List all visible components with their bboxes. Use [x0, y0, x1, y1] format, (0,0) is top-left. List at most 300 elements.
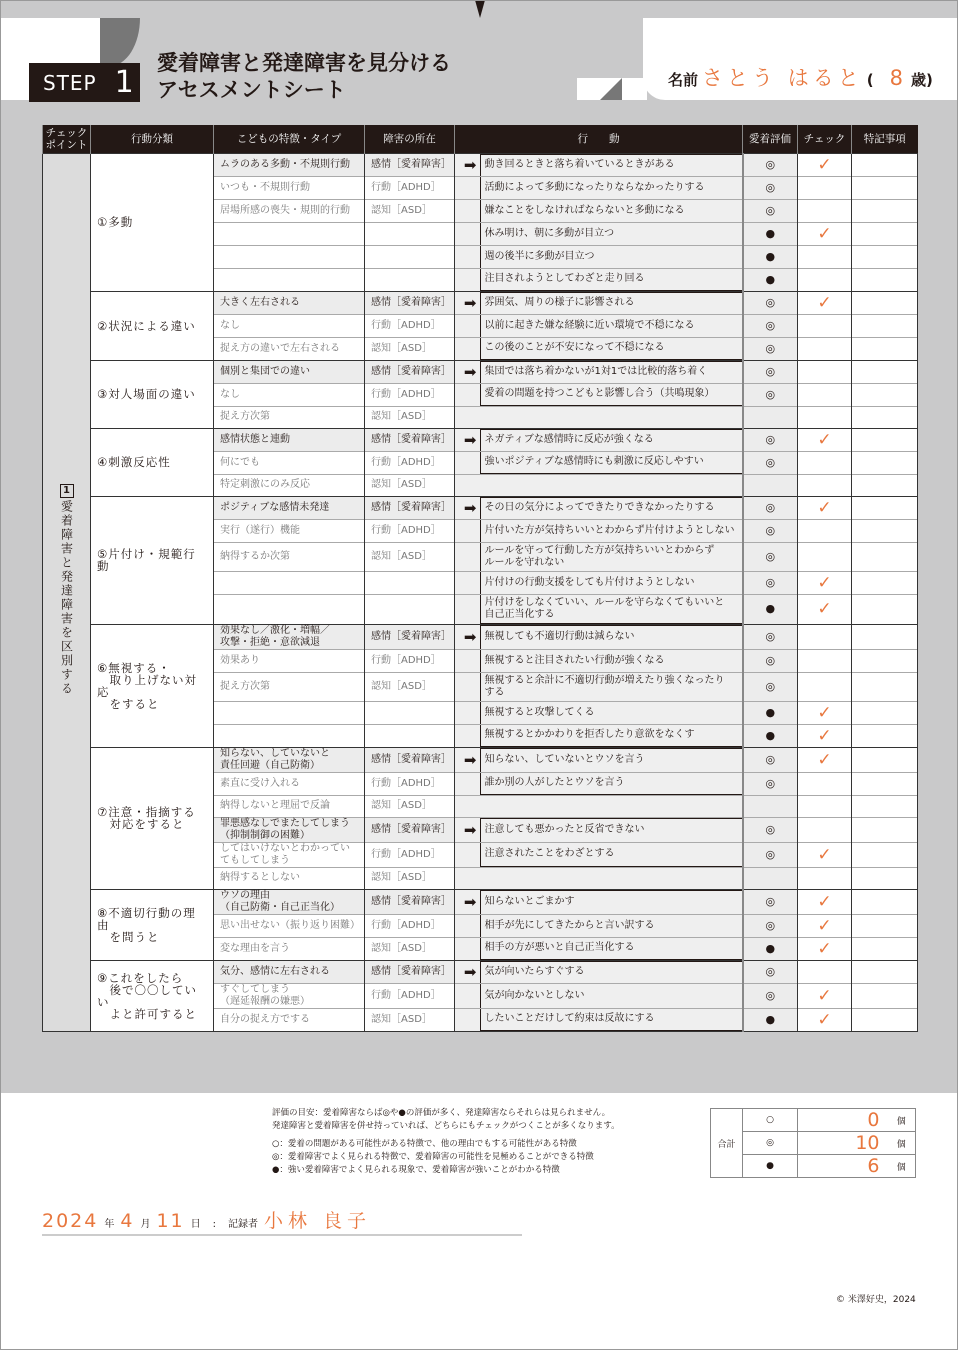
- attachment-evaluation: ◎: [743, 428, 798, 451]
- action-cell: [477, 571, 743, 594]
- attachment-evaluation: ◎: [743, 519, 798, 542]
- action-cell: [477, 314, 743, 337]
- notes-cell[interactable]: [852, 176, 918, 199]
- totals-count[interactable]: 6: [867, 1155, 880, 1177]
- legend-item-double-circle: ◎：愛着障害でよく見られる特徴で、愛着障害の可能性を見極めることができる特徴: [272, 1152, 594, 1162]
- action-cell: [477, 222, 743, 245]
- check-cell[interactable]: [798, 451, 852, 474]
- action-cell: [477, 649, 743, 672]
- check-cell[interactable]: [798, 795, 852, 817]
- action-text: 片付けをしなくていい、ルールを守らなくてもいいと 自己正当化する: [480, 595, 742, 624]
- arrow-cell: [455, 406, 477, 428]
- check-cell[interactable]: [798, 983, 852, 1008]
- notes-cell[interactable]: [852, 245, 918, 268]
- arrow-cell: [455, 724, 477, 747]
- notes-cell[interactable]: [852, 795, 918, 817]
- action-text: 集団では落ち着かないが1対1では比較的落ち着く: [480, 361, 742, 383]
- attachment-evaluation: ◎: [743, 291, 798, 314]
- attachment-evaluation: ◎: [743, 383, 798, 406]
- action-text: 誰か別の人がしたとウソを言う: [480, 773, 742, 795]
- record-month[interactable]: 4: [120, 1210, 135, 1232]
- arrow-cell: [455, 795, 477, 817]
- notes-cell[interactable]: [852, 199, 918, 222]
- attachment-evaluation: ◎: [743, 176, 798, 199]
- checkmark-icon: ✓: [817, 1009, 832, 1030]
- arrow-cell: [455, 1008, 477, 1031]
- totals-symbol: ○: [743, 1109, 798, 1132]
- disorder-location: 感情［愛着障害］: [365, 960, 455, 983]
- disorder-location: 認知［ASD］: [365, 199, 455, 222]
- attachment-evaluation: ◎: [743, 360, 798, 383]
- child-feature: すぐしてしまう （遅延報酬の嫌悪）: [214, 983, 365, 1008]
- check-cell[interactable]: [798, 222, 852, 245]
- behavior-category: ⑨これをしたら 後で〇〇していい よと許可すると: [91, 960, 214, 1031]
- check-cell[interactable]: [798, 1008, 852, 1031]
- disorder-location: 感情［愛着障害］: [365, 496, 455, 519]
- attachment-evaluation: [743, 474, 798, 496]
- notes-cell[interactable]: [852, 153, 918, 176]
- action-text: 無視しても不適切行動は減らない: [480, 625, 742, 649]
- notes-cell[interactable]: [852, 983, 918, 1008]
- arrow-cell: [455, 672, 477, 701]
- check-cell[interactable]: [798, 747, 852, 772]
- child-feature: なし: [214, 314, 365, 337]
- child-feature: してはいけないとわかってい てもしてしまう: [214, 842, 365, 867]
- disorder-location: 感情［愛着障害］: [365, 747, 455, 772]
- step-badge: [29, 63, 140, 102]
- arrow-right-icon: ➡: [463, 627, 477, 646]
- notes-cell[interactable]: [852, 337, 918, 360]
- notes-cell[interactable]: [852, 772, 918, 795]
- disorder-location: 行動［ADHD］: [365, 772, 455, 795]
- arrow-cell: [455, 889, 477, 914]
- check-cell[interactable]: [798, 914, 852, 937]
- legend-line-1: 評価の目安：愛着障害ならば◎や●の評価が多く、発達障害ならそれらは見られません。: [272, 1108, 611, 1118]
- notes-cell[interactable]: [852, 867, 918, 889]
- checkmark-icon: ✓: [817, 497, 832, 518]
- action-cell: [477, 291, 743, 314]
- notes-cell[interactable]: [852, 428, 918, 451]
- notes-cell[interactable]: [852, 360, 918, 383]
- arrow-cell: [455, 451, 477, 474]
- record-line: [42, 1206, 522, 1236]
- notes-cell[interactable]: [852, 222, 918, 245]
- child-feature: 納得するか次第: [214, 542, 365, 571]
- notes-cell[interactable]: [852, 649, 918, 672]
- disorder-location: 行動［ADHD］: [365, 176, 455, 199]
- notes-cell[interactable]: [852, 571, 918, 594]
- check-cell[interactable]: [798, 176, 852, 199]
- child-feature: [214, 222, 365, 245]
- check-cell[interactable]: [798, 817, 852, 842]
- notes-cell[interactable]: [852, 268, 918, 291]
- totals-table: [710, 1108, 916, 1178]
- check-cell[interactable]: [798, 474, 852, 496]
- child-feature: 効果なし／激化・増幅／ 攻撃・拒絶・意欲減退: [214, 624, 365, 649]
- action-cell: [477, 383, 743, 406]
- child-feature: 居場所感の喪失・規則的行動: [214, 199, 365, 222]
- check-cell[interactable]: [798, 360, 852, 383]
- arrow-cell: [455, 772, 477, 795]
- totals-unit: 個: [888, 1155, 916, 1178]
- child-feature: ムラのある多動・不規則行動: [214, 153, 365, 176]
- attachment-evaluation: ◎: [743, 496, 798, 519]
- notes-cell[interactable]: [852, 406, 918, 428]
- disorder-location: 感情［愛着障害］: [365, 428, 455, 451]
- disorder-location: [365, 594, 455, 624]
- action-text: 活動によって多動になったりならなかったりする: [480, 177, 742, 199]
- recorder-name[interactable]: 小林 良子: [264, 1210, 372, 1232]
- check-cell[interactable]: [798, 937, 852, 960]
- disorder-location: 認知［ASD］: [365, 337, 455, 360]
- check-cell[interactable]: [798, 199, 852, 222]
- attachment-evaluation: ●: [743, 222, 798, 245]
- notes-cell[interactable]: [852, 842, 918, 867]
- name-field[interactable]: [668, 62, 933, 92]
- child-feature: 個別と集団での違い: [214, 360, 365, 383]
- totals-count[interactable]: 0: [867, 1109, 880, 1131]
- disorder-location: 認知［ASD］: [365, 795, 455, 817]
- attachment-evaluation: ◎: [743, 199, 798, 222]
- column-header: 行動分類: [91, 125, 214, 153]
- month-label: 月: [140, 1219, 151, 1230]
- check-cell[interactable]: [798, 724, 852, 747]
- action-cell: [477, 542, 743, 571]
- action-text: 片付けの行動支援をしても片付けようとしない: [480, 572, 742, 594]
- check-cell[interactable]: [798, 571, 852, 594]
- action-text: ネガティブな感情時に反応が強くなる: [480, 429, 742, 451]
- table-row: [43, 291, 918, 314]
- action-text: 知らない、していないとウソを言う: [480, 748, 742, 772]
- check-cell[interactable]: [798, 542, 852, 571]
- notes-cell[interactable]: [852, 1008, 918, 1031]
- check-cell[interactable]: [798, 314, 852, 337]
- notes-cell[interactable]: [852, 314, 918, 337]
- arrow-right-icon: ➡: [463, 498, 477, 517]
- arrow-cell: [455, 914, 477, 937]
- record-year[interactable]: 2024: [42, 1210, 99, 1232]
- child-feature: なし: [214, 383, 365, 406]
- totals-unit: 個: [888, 1132, 916, 1155]
- disorder-location: 感情［愛着障害］: [365, 153, 455, 176]
- decorative-triangle: [600, 78, 622, 100]
- evaluation-legend: [272, 1107, 620, 1177]
- action-text: この後のことが不安になって不穏になる: [480, 338, 742, 360]
- action-cell: [477, 245, 743, 268]
- table-row: [43, 960, 918, 983]
- arrow-cell: [455, 291, 477, 314]
- check-cell[interactable]: [798, 842, 852, 867]
- action-text: 無視すると余計に不適切行動が増えたり強くなったり する: [480, 673, 742, 701]
- arrow-cell: [455, 519, 477, 542]
- check-cell[interactable]: [798, 291, 852, 314]
- behavior-category: ⑥無視する・ 取り上げない対応 をすると: [91, 624, 214, 747]
- attachment-evaluation: ●: [743, 701, 798, 724]
- disorder-location: 認知［ASD］: [365, 672, 455, 701]
- check-cell[interactable]: [798, 594, 852, 624]
- child-feature: 気分、感情に左右される: [214, 960, 365, 983]
- child-feature: 捉え方の違いで左右される: [214, 337, 365, 360]
- child-feature: 実行（遂行）機能: [214, 519, 365, 542]
- notes-cell[interactable]: [852, 672, 918, 701]
- check-cell[interactable]: [798, 337, 852, 360]
- arrow-cell: [455, 594, 477, 624]
- check-cell[interactable]: [798, 772, 852, 795]
- child-feature: [214, 701, 365, 724]
- checkmark-icon: ✓: [817, 292, 832, 313]
- check-cell[interactable]: [798, 153, 852, 176]
- action-text: 動き回るときと落ち着いているときがある: [480, 154, 742, 176]
- notes-cell[interactable]: [852, 542, 918, 571]
- child-feature: 特定刺激にのみ反応: [214, 474, 365, 496]
- action-cell: [477, 474, 743, 496]
- checkmark-icon: ✓: [817, 599, 832, 619]
- action-cell: [477, 817, 743, 842]
- check-cell[interactable]: [798, 701, 852, 724]
- column-header: 特記事項: [852, 125, 918, 153]
- action-cell: [477, 337, 743, 360]
- check-cell[interactable]: [798, 867, 852, 889]
- assessment-table: [42, 125, 918, 1032]
- check-cell[interactable]: [798, 649, 852, 672]
- notes-cell[interactable]: [852, 383, 918, 406]
- table-row: [43, 496, 918, 519]
- action-text: その日の気分によってできたりできなかったりする: [480, 497, 742, 519]
- check-cell[interactable]: [798, 245, 852, 268]
- action-text: 気が向かないとしない: [480, 984, 742, 1008]
- arrow-cell: [455, 983, 477, 1008]
- check-cell[interactable]: [798, 519, 852, 542]
- notes-cell[interactable]: [852, 889, 918, 914]
- arrow-cell: [455, 474, 477, 496]
- check-cell[interactable]: [798, 406, 852, 428]
- arrow-cell: [455, 199, 477, 222]
- arrow-cell: [455, 428, 477, 451]
- disorder-location: [365, 724, 455, 747]
- arrow-right-icon: ➡: [463, 155, 477, 174]
- notes-cell[interactable]: [852, 747, 918, 772]
- notes-cell[interactable]: [852, 594, 918, 624]
- action-text: 片付いた方が気持ちいいとわからず片付けようとしない: [480, 520, 742, 542]
- check-cell[interactable]: [798, 496, 852, 519]
- attachment-evaluation: [743, 795, 798, 817]
- check-cell[interactable]: [798, 428, 852, 451]
- column-header: こどもの特徴・タイプ: [214, 125, 365, 153]
- notes-cell[interactable]: [852, 624, 918, 649]
- action-text: 注目されようとしてわざと走り回る: [480, 269, 742, 291]
- check-cell[interactable]: [798, 960, 852, 983]
- action-cell: [477, 199, 743, 222]
- check-cell[interactable]: [798, 383, 852, 406]
- arrow-cell: [455, 624, 477, 649]
- arrow-cell: [455, 245, 477, 268]
- action-text: 無視すると攻撃してくる: [480, 702, 742, 724]
- attachment-evaluation: ●: [743, 245, 798, 268]
- notes-cell[interactable]: [852, 724, 918, 747]
- child-feature: 自分の捉え方でする: [214, 1008, 365, 1031]
- legend-item-filled-circle: ●：強い愛着障害でよく見られる現象で、愛着障害が強いことがわかる特徴: [272, 1165, 560, 1175]
- action-cell: [477, 176, 743, 199]
- disorder-location: 行動［ADHD］: [365, 519, 455, 542]
- attachment-evaluation: ◎: [743, 889, 798, 914]
- day-label: 日: [190, 1219, 201, 1230]
- action-cell: [477, 428, 743, 451]
- arrow-cell: [455, 360, 477, 383]
- column-header: 障害の所在: [365, 125, 455, 153]
- check-cell[interactable]: [798, 889, 852, 914]
- checkmark-icon: ✓: [817, 844, 832, 865]
- child-feature: 大きく左右される: [214, 291, 365, 314]
- age-value[interactable]: 8: [889, 66, 907, 90]
- arrow-cell: [455, 571, 477, 594]
- arrow-right-icon: ➡: [463, 962, 477, 981]
- disorder-location: 行動［ADHD］: [365, 383, 455, 406]
- age-open: (: [866, 71, 874, 89]
- disorder-location: 認知［ASD］: [365, 474, 455, 496]
- arrow-cell: [455, 867, 477, 889]
- checkmark-icon: ✓: [817, 154, 832, 175]
- checkmark-icon: ✓: [817, 223, 832, 244]
- disorder-location: [365, 701, 455, 724]
- child-feature: 捉え方次第: [214, 406, 365, 428]
- checkmark-icon: ✓: [817, 749, 832, 770]
- title-line-1: 愛着障害と発達障害を見分ける: [157, 51, 451, 75]
- action-cell: [477, 747, 743, 772]
- notes-cell[interactable]: [852, 474, 918, 496]
- action-cell: [477, 1008, 743, 1031]
- attachment-evaluation: ◎: [743, 817, 798, 842]
- attachment-evaluation: ◎: [743, 542, 798, 571]
- action-cell: [477, 406, 743, 428]
- child-feature: 納得するとしない: [214, 867, 365, 889]
- totals-unit: 個: [888, 1109, 916, 1132]
- check-cell[interactable]: [798, 672, 852, 701]
- action-text: 注意しても悪かったと反省できない: [480, 818, 742, 842]
- arrow-cell: [455, 542, 477, 571]
- notes-cell[interactable]: [852, 519, 918, 542]
- arrow-right-icon: ➡: [463, 293, 477, 312]
- disorder-location: 感情［愛着障害］: [365, 889, 455, 914]
- table-row: [43, 153, 918, 176]
- attachment-evaluation: ◎: [743, 571, 798, 594]
- notes-cell[interactable]: [852, 451, 918, 474]
- attachment-evaluation: ◎: [743, 153, 798, 176]
- attachment-evaluation: ◎: [743, 649, 798, 672]
- action-cell: [477, 842, 743, 867]
- check-cell[interactable]: [798, 268, 852, 291]
- child-feature: 効果あり: [214, 649, 365, 672]
- checkmark-icon: ✓: [817, 938, 832, 959]
- recorder-label: 記録者: [228, 1219, 259, 1230]
- totals-label: 合計: [711, 1109, 743, 1178]
- checkpoint-cell: [43, 153, 91, 1031]
- child-feature: 何にでも: [214, 451, 365, 474]
- disorder-location: 行動［ADHD］: [365, 842, 455, 867]
- arrow-cell: [455, 701, 477, 724]
- action-cell: [477, 914, 743, 937]
- action-text: 相手が先にしてきたからと言い訳する: [480, 915, 742, 937]
- disorder-location: 行動［ADHD］: [365, 451, 455, 474]
- attachment-evaluation: ●: [743, 724, 798, 747]
- step-label: STEP: [43, 70, 97, 95]
- notes-cell[interactable]: [852, 496, 918, 519]
- attachment-evaluation: ◎: [743, 337, 798, 360]
- name-value[interactable]: さとう はると: [702, 66, 863, 90]
- totals-count[interactable]: 10: [855, 1132, 880, 1154]
- attachment-evaluation: ◎: [743, 914, 798, 937]
- notes-cell[interactable]: [852, 937, 918, 960]
- child-feature: [214, 724, 365, 747]
- checkmark-icon: ✓: [817, 725, 832, 746]
- action-cell: [477, 153, 743, 176]
- arrow-right-icon: ➡: [463, 892, 477, 911]
- action-cell: [477, 937, 743, 960]
- attachment-evaluation: ◎: [743, 451, 798, 474]
- notes-cell[interactable]: [852, 291, 918, 314]
- action-cell: [477, 983, 743, 1008]
- action-text: 強いポジティブな感情時にも刺激に反応しやすい: [480, 452, 742, 474]
- totals-symbol: ◎: [743, 1132, 798, 1155]
- attachment-evaluation: ◎: [743, 672, 798, 701]
- legend-line-2: 発達障害と愛着障害を併せ持っていれば、どちらにもチェックがつくことが多くなります。: [272, 1121, 620, 1131]
- arrow-cell: [455, 817, 477, 842]
- arrow-cell: [455, 383, 477, 406]
- attachment-evaluation: ◎: [743, 983, 798, 1008]
- action-text: ルールを守って行動した方が気持ちいいとわからず ルールを守れない: [480, 543, 742, 571]
- checkmark-icon: ✓: [817, 429, 832, 450]
- disorder-location: 感情［愛着障害］: [365, 817, 455, 842]
- column-header: 愛着評価: [743, 125, 798, 153]
- action-text: 無視するとかかわりを拒否したり意欲をなくす: [480, 725, 742, 747]
- disorder-location: 認知［ASD］: [365, 867, 455, 889]
- disorder-location: [365, 268, 455, 291]
- behavior-category: ④刺激反応性: [91, 428, 214, 496]
- arrow-cell: [455, 268, 477, 291]
- notes-cell[interactable]: [852, 701, 918, 724]
- notes-cell[interactable]: [852, 960, 918, 983]
- arrow-cell: [455, 153, 477, 176]
- action-cell: [477, 519, 743, 542]
- disorder-location: 感情［愛着障害］: [365, 624, 455, 649]
- behavior-category: ⑤片付け・規範行動: [91, 496, 214, 624]
- action-text: 知らないとごまかす: [480, 890, 742, 914]
- arrow-cell: [455, 747, 477, 772]
- child-feature: 納得しないと理屈で反論: [214, 795, 365, 817]
- action-cell: [477, 672, 743, 701]
- copyright: © 米澤好史，2024: [836, 1295, 916, 1305]
- disorder-location: 認知［ASD］: [365, 542, 455, 571]
- arrow-cell: [455, 842, 477, 867]
- child-feature: 感情状態と連動: [214, 428, 365, 451]
- attachment-evaluation: ◎: [743, 842, 798, 867]
- child-feature: [214, 268, 365, 291]
- checkmark-icon: ✓: [817, 985, 832, 1006]
- check-cell[interactable]: [798, 624, 852, 649]
- action-cell: [477, 795, 743, 817]
- top-marker: [475, 0, 485, 18]
- attachment-evaluation: ●: [743, 594, 798, 624]
- legend-item-circle: ○：愛着の問題がある可能性がある特徴で、他の理由でもする可能性がある特徴: [272, 1139, 577, 1149]
- checkmark-icon: ✓: [817, 572, 832, 593]
- notes-cell[interactable]: [852, 914, 918, 937]
- attachment-evaluation: ◎: [743, 772, 798, 795]
- age-label: 歳): [910, 71, 933, 89]
- child-feature: [214, 245, 365, 268]
- disorder-location: 行動［ADHD］: [365, 983, 455, 1008]
- notes-cell[interactable]: [852, 817, 918, 842]
- record-day[interactable]: 11: [156, 1210, 185, 1232]
- attachment-evaluation: ●: [743, 268, 798, 291]
